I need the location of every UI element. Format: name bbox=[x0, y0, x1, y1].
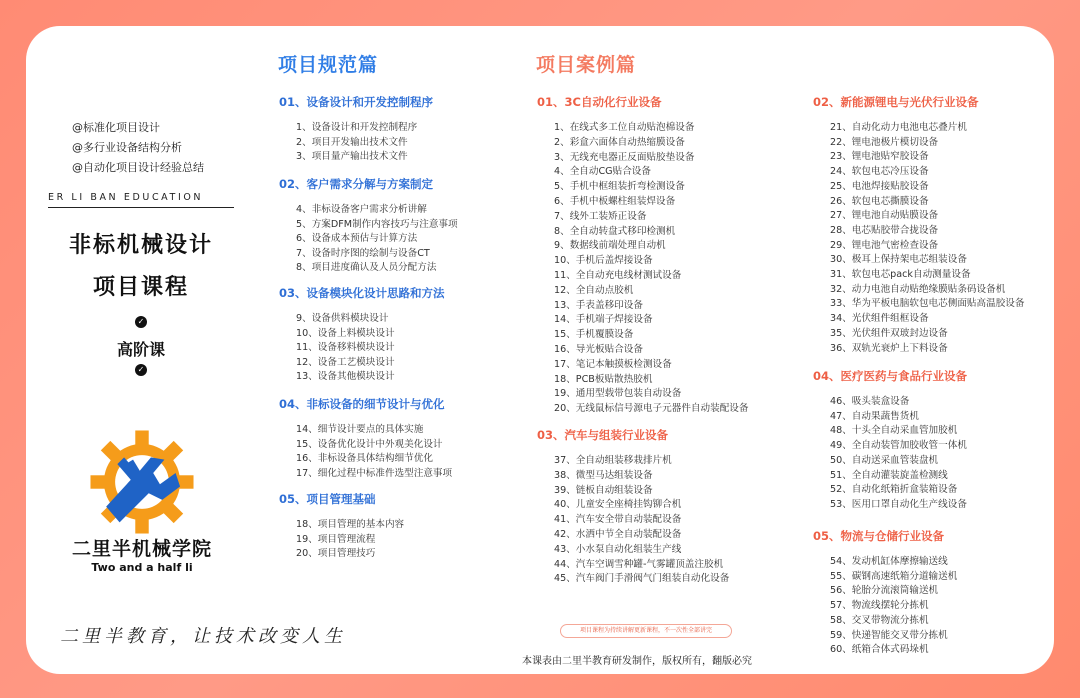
course-card bbox=[26, 26, 1054, 674]
list-item: 54、发动机缸体摩擦输送线 bbox=[830, 556, 948, 567]
list-item: 9、数据线前端处理自动机 bbox=[554, 240, 666, 252]
list-item: 13、设备其他模块设计 bbox=[296, 371, 395, 383]
list-item: 29、锂电池气密检查设备 bbox=[830, 239, 939, 251]
copyright-text: 本课表由二里半教育研发制作，版权所有，翻版必究 bbox=[522, 656, 752, 667]
list-item: 3、项目量产输出技术文件 bbox=[296, 151, 408, 163]
list-item: 15、手机覆膜设备 bbox=[554, 329, 634, 341]
list-item: 18、项目管理的基本内容 bbox=[296, 519, 405, 530]
list-item: 19、通用型载带包装自动设备 bbox=[554, 388, 682, 400]
list-item: 39、链板自动组装设备 bbox=[554, 484, 653, 496]
list-item: 49、全自动装管加胶收管一体机 bbox=[830, 440, 967, 452]
list-item: 2、彩盒六面体自动热缩膜设备 bbox=[554, 136, 685, 148]
edu-english-title: ER LI BAN EDUCATION bbox=[48, 192, 234, 208]
tag-list bbox=[72, 118, 204, 178]
list-item: 26、软包电芯撕膜设备 bbox=[830, 195, 929, 207]
list-item: 42、水洒中节全自动装配设备 bbox=[554, 529, 682, 540]
list-item: 55、碳钢高速纸箱分道输送机 bbox=[830, 570, 958, 582]
list-item: 14、细节设计要点的具体实施 bbox=[296, 424, 424, 435]
list-item: 43、小水泵自动化组装生产线 bbox=[554, 543, 682, 555]
list-item: 7、设备时序图的绘制与设备CT bbox=[296, 247, 430, 259]
list-item: 37、全自动组装移栽排片机 bbox=[554, 455, 672, 466]
list-item: 1、在线式多工位自动贴泡棉设备 bbox=[554, 122, 695, 133]
list-item: 4、非标设备客户需求分析讲解 bbox=[296, 204, 427, 215]
list-item: 50、自动送采血管装盘机 bbox=[830, 454, 939, 466]
section-title: 01、设备设计和开发控制程序 bbox=[279, 95, 434, 109]
section-title: 03、设备模块化设计思路和方法 bbox=[279, 286, 445, 300]
list-item: 40、儿童安全座椅挂钩铆合机 bbox=[554, 499, 682, 511]
list-item: 51、全自动灌装旋盖检测线 bbox=[830, 469, 948, 481]
section-title: 02、客户需求分解与方案制定 bbox=[279, 177, 434, 191]
list-item: 59、快递智能交叉带分拣机 bbox=[830, 629, 948, 641]
list-item: 8、项目进度确认及人员分配方法 bbox=[296, 262, 437, 274]
check-icon: ✓ bbox=[135, 364, 147, 376]
list-item: 53、医用口罩自动化生产线设备 bbox=[830, 498, 967, 510]
list-item: 15、设备优化设计中外观美化设计 bbox=[296, 438, 443, 450]
section-title: 02、新能源锂电与光伏行业设备 bbox=[813, 95, 979, 109]
list-item: 10、设备上料模块设计 bbox=[296, 327, 395, 339]
list-item: 5、手机中框组装折弯检测设备 bbox=[554, 181, 685, 193]
list-item: 57、物流线摆轮分拣机 bbox=[830, 600, 929, 612]
list-item: 12、设备工艺模块设计 bbox=[296, 356, 395, 368]
list-item: 47、自动果蔬售货机 bbox=[830, 410, 919, 422]
list-item: 17、笔记本触摸板检测设备 bbox=[554, 358, 672, 370]
list-item: 35、光伏组件双玻封边设备 bbox=[830, 327, 948, 339]
course-title-line2: 项目课程 bbox=[92, 275, 189, 300]
list-item: 11、设备移料模块设计 bbox=[296, 342, 395, 354]
course-note: 项目课程为持续讲解更新课程，不一次性全部讲完 bbox=[560, 624, 732, 638]
list-item: 14、手机端子焊接设备 bbox=[554, 314, 653, 326]
section-title: 04、医疗医药与食品行业设备 bbox=[813, 369, 968, 383]
list-item: 3、无线充电器正反面贴胶垫设备 bbox=[554, 151, 695, 163]
advanced-label: 高阶课 bbox=[116, 340, 165, 359]
list-item: 6、手机中板螺柱组装焊设备 bbox=[554, 196, 676, 207]
list-item: 5、方案DFM制作内容技巧与注意事项 bbox=[296, 218, 458, 230]
list-item: 20、项目管理技巧 bbox=[296, 548, 376, 560]
list-item: 1、设备设计和开发控制程序 bbox=[296, 122, 418, 133]
list-item: 38、微型马达组装设备 bbox=[554, 469, 653, 481]
list-item: 48、十头全自动采血管加胶机 bbox=[830, 425, 958, 437]
list-item: 46、吸头装盒设备 bbox=[830, 396, 910, 407]
list-item: 33、华为平板电脑软包电芯侧面贴高温胶设备 bbox=[830, 298, 1025, 310]
list-item: 60、纸箱合体式码垛机 bbox=[830, 644, 929, 656]
course-title-line1: 非标机械设计 bbox=[68, 233, 213, 258]
list-item: 12、全自动点胶机 bbox=[554, 284, 634, 296]
school-english-name: Two and a half li bbox=[91, 561, 193, 574]
list-item: 2、项目开发输出技术文件 bbox=[296, 136, 408, 148]
list-item: 6、设备成本预估与计算方法 bbox=[296, 233, 418, 245]
list-item: 23、锂电池贴窄胶设备 bbox=[830, 151, 929, 163]
list-item: 9、设备供料模块设计 bbox=[296, 313, 389, 324]
list-item: 8、全自动转盘式移印检测机 bbox=[554, 225, 676, 237]
section-title: 03、汽车与组装行业设备 bbox=[537, 428, 669, 442]
list-item: 34、光伏组件组框设备 bbox=[830, 313, 929, 325]
list-item: 25、电池焊接贴胶设备 bbox=[830, 180, 929, 192]
tag-item: @自动化项目设计经验总结 bbox=[72, 161, 204, 174]
list-item: 21、自动化动力电池电芯叠片机 bbox=[830, 122, 967, 133]
list-item: 22、锂电池极片模切设备 bbox=[830, 136, 939, 148]
list-item: 41、汽车安全带自动装配设备 bbox=[554, 514, 682, 526]
gear-wrench-logo-icon bbox=[86, 426, 198, 538]
list-item: 45、汽车阀门手滑阀气门组装自动化设备 bbox=[554, 573, 730, 585]
list-item: 58、交叉带物流分拣机 bbox=[830, 614, 929, 626]
list-item: 52、自动化纸箱折盒装箱设备 bbox=[830, 484, 958, 496]
list-item: 16、非标设备具体结构细节优化 bbox=[296, 453, 433, 465]
list-item: 19、项目管理流程 bbox=[296, 533, 376, 545]
list-item: 44、汽车空调雪种罐-气雾罐顶盖注胶机 bbox=[554, 558, 724, 570]
school-name: 二里半机械学院 bbox=[71, 538, 212, 560]
list-item: 16、导光板贴合设备 bbox=[554, 344, 643, 355]
list-item: 10、手机后盖焊接设备 bbox=[554, 255, 653, 267]
section-title: 05、项目管理基础 bbox=[279, 492, 376, 506]
tag-item: @标准化项目设计 bbox=[72, 121, 160, 134]
list-item: 24、软包电芯冷压设备 bbox=[830, 166, 929, 178]
tag-item: @多行业设备结构分析 bbox=[72, 141, 182, 154]
list-item: 13、手表盖移印设备 bbox=[554, 299, 643, 311]
list-item: 4、全自动CG贴合设备 bbox=[554, 166, 651, 178]
list-item: 17、细化过程中标准件选型注意事项 bbox=[296, 467, 453, 479]
check-icon: ✓ bbox=[135, 316, 147, 328]
list-item: 56、轮胎分流滚筒输送机 bbox=[830, 585, 939, 597]
section-title: 04、非标设备的细节设计与优化 bbox=[279, 397, 445, 411]
list-item: 30、极耳上保持架电芯组装设备 bbox=[830, 254, 967, 266]
list-item: 11、全自动充电线材测试设备 bbox=[554, 270, 682, 281]
list-item: 31、软包电芯pack自动测量设备 bbox=[830, 269, 971, 280]
list-item: 28、电芯贴胶带合拢设备 bbox=[830, 224, 939, 236]
slogan: 二里半教育，让技术改变人生 bbox=[60, 626, 346, 647]
list-item: 27、锂电池自动贴膜设备 bbox=[830, 210, 939, 222]
list-item: 18、PCB板贴散热胶机 bbox=[554, 373, 653, 385]
list-item: 20、无线鼠标信号源电子元器件自动装配设备 bbox=[554, 403, 749, 415]
section-title: 01、3C自动化行业设备 bbox=[537, 95, 662, 109]
list-item: 32、动力电池自动贴绝缘膜贴条码设备机 bbox=[830, 283, 1006, 295]
list-item: 7、线外工装矫正设备 bbox=[554, 210, 647, 222]
section-title: 05、物流与仓储行业设备 bbox=[813, 529, 945, 543]
header-case: 项目案例篇 bbox=[536, 54, 637, 76]
list-item: 36、双轨光衰炉上下料设备 bbox=[830, 342, 948, 354]
header-spec: 项目规范篇 bbox=[278, 54, 379, 76]
